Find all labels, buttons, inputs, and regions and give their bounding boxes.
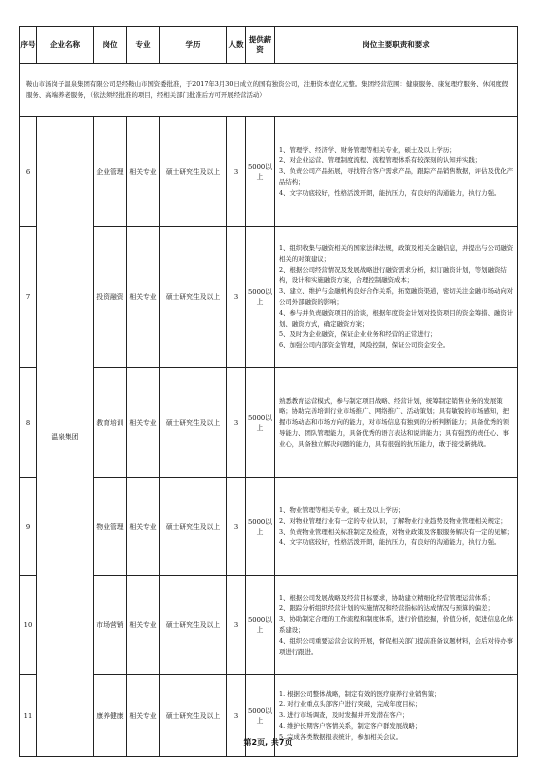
row-major: 相关专业 [127,368,160,478]
duty-line: 3、负责物业管理相关标准制定及检查，对物业政策及客服服务解决有一定的见解； [279,527,514,536]
row-salary: 5000以上 [246,117,275,227]
duty-line: 5. 完成各类数据报表统计，参加相关会议。 [279,732,403,741]
duty-line: 3、协助制定合理的工作流程和制度体系，进行价值挖掘，价值分析，促进信息化体系建设； [279,615,514,634]
duty-line: 1. 根据公司整体战略，制定有效的医疗康养行业销售策； [279,689,441,698]
row-no: 10 [20,576,37,675]
header-post: 岗位 [94,27,127,64]
row-edu: 硕士研究生及以上 [160,576,227,675]
header-company: 企业名称 [37,27,94,64]
row-salary: 5000以上 [246,576,275,675]
row-major: 相关专业 [127,675,160,757]
row-count: 3 [227,478,246,576]
company-intro: 鞍山市汤岗子温泉集团有限公司是经鞍山市国资委批准，于2017年3月30日成立的国有独资公司，注册资本壹亿元整。集团经营范围：健康服务、康复理疗服务、休闲度假服务、高端养老服务，（依法须经批准的项目，经相关部门批准后方可开展经营活动） [20,64,518,117]
duty-line: 1、组织收集与融资相关的国家法律法规，政策及相关金融信息，并提出与公司融资相关的对策建议； [279,244,514,263]
duty-line: 熟悉教育运营模式，参与制定项目战略、经营计划，统筹制定销售业务的发展策略；协助完善培训行业市场推广、网络推广、活动策划；具有敏锐的市场感知，把握市场动态和市场方向的能力，对市场信息有独到的分析判断能力；具备优秀的领导能力、团队管理能力，具备优秀的语言表达和说讲能力；具有强烈的责任心、事业心，具备独立解决问题的能力，具有很强的抗压能力，敢于接受新挑战。 [279,396,510,448]
duty-line: 3. 进行市场调查，及时发掘并开发潜在客户； [279,711,409,720]
row-post: 投资融资 [94,227,127,368]
row-salary: 5000以上 [246,227,275,368]
header-major: 专业 [127,27,160,64]
duty-line: 3、建立、维护与金融机构良好合作关系，拓宽融资渠道，密切关注金融市场动向对公司外部融资的影响； [279,287,514,306]
row-duties [275,117,518,227]
row-no: 7 [20,227,37,368]
row-no: 8 [20,368,37,478]
row-post: 康养健康 [94,675,127,757]
duty-line: 2. 对行业重点头部客户进行突破，完成年度目标； [279,700,422,709]
row-edu: 硕士研究生及以上 [160,478,227,576]
row-post: 市场营销 [94,576,127,675]
intro-row [20,64,518,117]
row-no: 11 [20,675,37,757]
row-edu: 硕士研究生及以上 [160,227,227,368]
duty-line: 3、负责公司产品拓展，寻找符合客户需求产品，跟踪产品销售数据，评估及优化产品结构； [279,167,514,186]
table-row [20,368,518,478]
row-major: 相关专业 [127,227,160,368]
row-edu: 硕士研究生及以上 [160,675,227,757]
company-name: 温泉集团 [37,117,94,757]
row-post: 物业管理 [94,478,127,576]
row-duties [275,227,518,368]
duty-line: 4、文字功底较好，性格活泼开朗，能抗压力，有良好的沟通能力，执行力强。 [279,188,501,197]
header-salary: 提供薪资 [246,27,275,64]
duty-line: 1、物业管理等相关专业，硕士及以上学历； [279,505,405,514]
duty-line: 6、加强公司内部资金管理，风险控制，保证公司资金安全。 [279,341,450,350]
row-duties [275,576,518,675]
table-row [20,576,518,675]
row-count: 3 [227,117,246,227]
row-major: 相关专业 [127,117,160,227]
duty-line: 2、对物业管理行业有一定的专业认识，了解物业行业趋势及物业管理相关规定； [279,516,507,525]
header-count: 人数 [227,27,246,64]
row-duties [275,368,518,478]
duty-line: 4、文字功底较好，性格活泼开朗，能抗压力，有良好的沟通能力，执行力强。 [279,538,501,547]
duty-line: 4、参与并负责融资项目的洽谈，根据年度资金计划对投资项目的资金筹措、融资计划、融资方式，确定融资方案； [279,308,514,328]
row-no: 6 [20,117,37,227]
row-duties [275,478,518,576]
row-major: 相关专业 [127,478,160,576]
row-salary: 5000以上 [246,675,275,757]
duty-line: 2、根据公司经营情况及发展战略进行融资需求分析，拟订融资计划，等划融资结构，设计和实施融资方案，合理控制融资成本； [279,265,507,285]
table-row [20,117,518,227]
row-post: 企业管理 [94,117,127,227]
page-footer: 第2页, 共7页 [243,738,293,747]
table-row [20,478,518,576]
duty-line: 1、根据公司发展战略及经营目标要求，协助建立精细化经营管理运营体系； [279,593,494,602]
duty-line: 4. 维护长期客户客情关系，制定客户群发展战略； [279,721,422,730]
duty-line: 2、对企业运营、管理制度流程、流程管理体系有较深刻的认知并实践； [279,156,482,165]
row-edu: 硕士研究生及以上 [160,368,227,478]
duty-line: 2、跟踪分析组织经营计划的实施情况和经营指标的达成情况与预算的偏差； [279,604,494,613]
duty-line: 4、组织公司重要运营会议的开展，督促相关部门提前准备议题材料，会后对待办事项进行跟进。 [279,636,514,656]
row-count: 3 [227,675,246,757]
duty-line: 1、管理学、经济学、财务管理等相关专业，硕士及以上学历； [279,145,456,154]
row-salary: 5000以上 [246,368,275,478]
row-post: 教育培训 [94,368,127,478]
header-edu: 学历 [160,27,227,64]
table-row [20,227,518,368]
duty-line: 5、及时为企业融资，保证企业业务和经营的正常进行； [279,330,437,339]
row-count: 3 [227,227,246,368]
row-count: 3 [227,576,246,675]
header-duty: 岗位主要职责和要求 [275,27,518,64]
recruitment-table [19,26,518,757]
row-major: 相关专业 [127,576,160,675]
header-no: 序号 [20,27,37,64]
row-no: 9 [20,478,37,576]
row-salary: 5000以上 [246,478,275,576]
row-count: 3 [227,368,246,478]
header-row [20,27,518,64]
row-edu: 硕士研究生及以上 [160,117,227,227]
